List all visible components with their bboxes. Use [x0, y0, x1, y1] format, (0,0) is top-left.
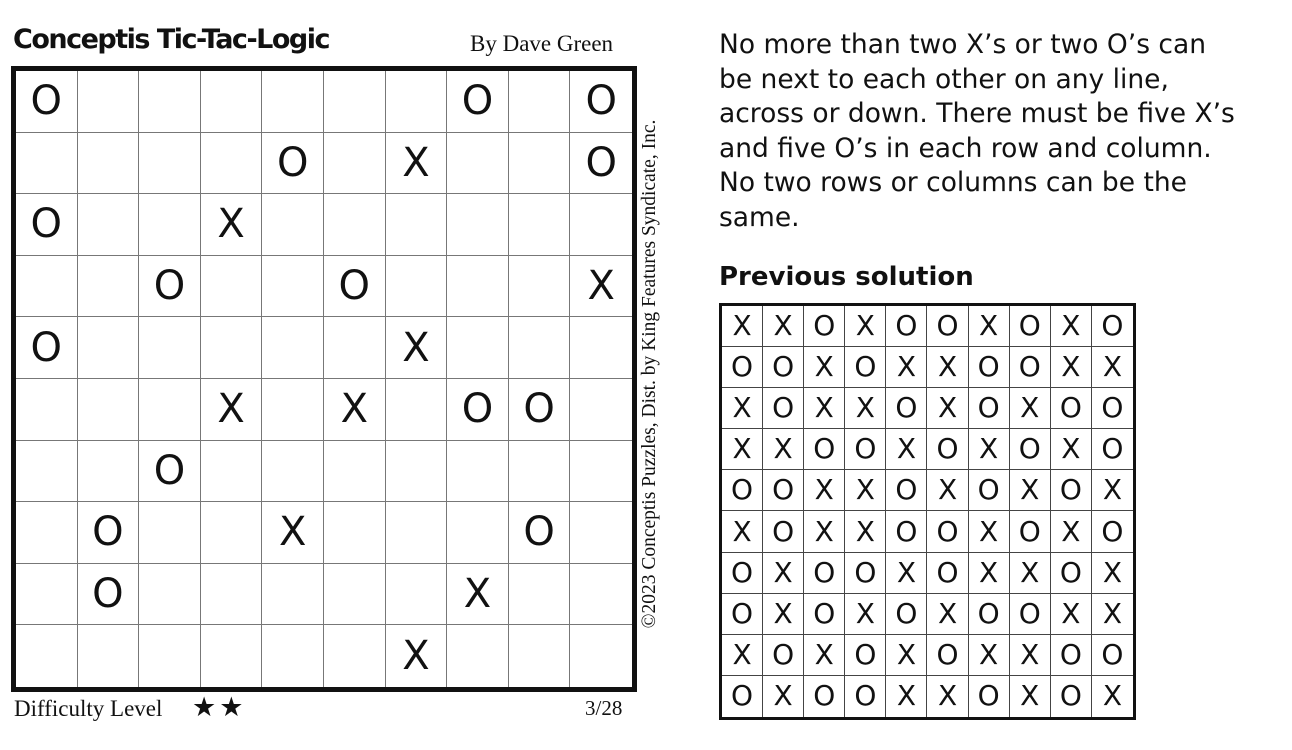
solution-cell: O	[763, 635, 804, 676]
puzzle-cell[interactable]: X	[447, 564, 509, 626]
solution-cell: X	[1010, 635, 1051, 676]
puzzle-cell[interactable]	[386, 564, 448, 626]
solution-cell: O	[722, 676, 763, 717]
solution-cell: X	[1092, 594, 1133, 635]
puzzle-cell[interactable]	[324, 71, 386, 133]
solution-cell: X	[927, 676, 968, 717]
puzzle-cell[interactable]: O	[262, 133, 324, 195]
puzzle-cell[interactable]	[201, 441, 263, 503]
puzzle-cell[interactable]	[139, 379, 201, 441]
puzzle-cell[interactable]	[78, 317, 140, 379]
puzzle-cell[interactable]	[509, 71, 571, 133]
puzzle-cell[interactable]: O	[570, 133, 632, 195]
solution-cell: X	[804, 347, 845, 388]
solution-cell: X	[722, 388, 763, 429]
solution-cell: O	[763, 388, 804, 429]
puzzle-cell[interactable]	[447, 502, 509, 564]
solution-cell: X	[1010, 470, 1051, 511]
solution-cell: O	[804, 676, 845, 717]
solution-cell: O	[969, 676, 1010, 717]
solution-cell: O	[927, 553, 968, 594]
solution-cell: O	[1051, 553, 1092, 594]
solution-cell: X	[1092, 553, 1133, 594]
solution-cell: O	[845, 676, 886, 717]
solution-cell: O	[927, 635, 968, 676]
puzzle-cell[interactable]: O	[509, 379, 571, 441]
solution-cell: X	[722, 429, 763, 470]
puzzle-cell[interactable]: X	[324, 379, 386, 441]
previous-solution-grid	[719, 303, 1136, 720]
puzzle-cell[interactable]	[324, 564, 386, 626]
solution-cell: O	[1051, 388, 1092, 429]
solution-cell: X	[722, 306, 763, 347]
puzzle-cell[interactable]: X	[386, 625, 448, 687]
solution-cell: O	[886, 470, 927, 511]
solution-cell: O	[927, 306, 968, 347]
difficulty-label: Difficulty Level	[14, 696, 163, 721]
puzzle-cell[interactable]: O	[78, 502, 140, 564]
puzzle-cell[interactable]: X	[262, 502, 324, 564]
puzzle-cell[interactable]	[78, 194, 140, 256]
puzzle-cell[interactable]	[16, 379, 78, 441]
puzzle-cell[interactable]	[324, 133, 386, 195]
puzzle-cell[interactable]	[201, 502, 263, 564]
puzzle-cell[interactable]	[262, 625, 324, 687]
puzzle-cell[interactable]: O	[16, 317, 78, 379]
puzzle-cell[interactable]: X	[386, 317, 448, 379]
difficulty-stars-icon: ★★	[192, 692, 247, 723]
solution-cell: O	[1051, 635, 1092, 676]
puzzle-cell[interactable]	[570, 564, 632, 626]
puzzle-cell[interactable]	[447, 625, 509, 687]
solution-cell: O	[845, 635, 886, 676]
puzzle-cell[interactable]	[509, 317, 571, 379]
puzzle-cell[interactable]: O	[509, 502, 571, 564]
solution-cell: X	[969, 553, 1010, 594]
solution-cell: X	[886, 429, 927, 470]
puzzle-cell[interactable]	[16, 256, 78, 318]
puzzle-cell[interactable]	[78, 441, 140, 503]
solution-cell: O	[1051, 470, 1092, 511]
solution-cell: O	[886, 388, 927, 429]
solution-cell: O	[845, 347, 886, 388]
solution-cell: X	[1051, 306, 1092, 347]
puzzle-cell[interactable]	[262, 317, 324, 379]
puzzle-cell[interactable]	[139, 625, 201, 687]
solution-cell: O	[886, 306, 927, 347]
puzzle-cell[interactable]	[447, 133, 509, 195]
puzzle-cell[interactable]	[78, 379, 140, 441]
solution-cell: O	[722, 347, 763, 388]
solution-cell: X	[804, 470, 845, 511]
solution-cell: O	[927, 429, 968, 470]
puzzle-grid	[11, 66, 637, 692]
solution-cell: O	[722, 553, 763, 594]
puzzle-cell[interactable]	[262, 379, 324, 441]
solution-cell: O	[804, 429, 845, 470]
puzzle-cell[interactable]	[262, 256, 324, 318]
puzzle-cell[interactable]	[201, 256, 263, 318]
solution-cell: X	[969, 429, 1010, 470]
solution-cell: X	[1010, 676, 1051, 717]
puzzle-cell[interactable]	[201, 317, 263, 379]
solution-cell: O	[722, 594, 763, 635]
puzzle-cell[interactable]	[78, 133, 140, 195]
puzzle-cell[interactable]	[78, 256, 140, 318]
solution-cell: X	[804, 388, 845, 429]
copyright-notice: ©2023 Conceptis Puzzles, Dist. by King Features Syndicate, Inc.	[639, 119, 660, 629]
solution-cell: X	[969, 306, 1010, 347]
solution-cell: X	[1010, 553, 1051, 594]
puzzle-cell[interactable]	[16, 133, 78, 195]
puzzle-cell[interactable]	[509, 133, 571, 195]
puzzle-cell[interactable]	[201, 133, 263, 195]
puzzle-cell[interactable]	[139, 194, 201, 256]
puzzle-cell[interactable]	[447, 256, 509, 318]
puzzle-cell[interactable]: X	[201, 194, 263, 256]
puzzle-cell[interactable]	[386, 194, 448, 256]
puzzle-cell[interactable]: O	[139, 256, 201, 318]
solution-cell: O	[1010, 306, 1051, 347]
solution-cell: X	[804, 511, 845, 552]
puzzle-cell[interactable]	[324, 194, 386, 256]
solution-cell: X	[927, 594, 968, 635]
puzzle-cell[interactable]	[324, 317, 386, 379]
puzzle-cell[interactable]: O	[16, 71, 78, 133]
solution-cell: O	[763, 347, 804, 388]
solution-cell: X	[763, 306, 804, 347]
solution-cell: X	[969, 511, 1010, 552]
solution-cell: X	[1092, 470, 1133, 511]
puzzle-cell[interactable]	[447, 441, 509, 503]
puzzle-cell[interactable]	[262, 564, 324, 626]
solution-cell: O	[969, 470, 1010, 511]
solution-cell: O	[886, 511, 927, 552]
solution-cell: X	[969, 635, 1010, 676]
puzzle-cell[interactable]	[509, 625, 571, 687]
solution-cell: O	[763, 511, 804, 552]
puzzle-cell[interactable]	[139, 502, 201, 564]
solution-cell: X	[927, 347, 968, 388]
solution-cell: X	[845, 470, 886, 511]
solution-cell: X	[886, 635, 927, 676]
puzzle-cell[interactable]	[201, 71, 263, 133]
puzzle-cell[interactable]	[16, 564, 78, 626]
puzzle-cell[interactable]	[78, 71, 140, 133]
solution-cell: O	[804, 553, 845, 594]
puzzle-date: 3/28	[585, 696, 623, 720]
puzzle-title	[13, 24, 329, 55]
solution-cell: X	[845, 511, 886, 552]
solution-cell: X	[1102, 679, 1123, 713]
solution-cell: X	[886, 553, 927, 594]
puzzle-cell[interactable]: O	[447, 71, 509, 133]
puzzle-cell[interactable]	[16, 441, 78, 503]
solution-cell: X	[722, 635, 763, 676]
solution-cell: X	[763, 594, 804, 635]
solution-cell: X	[763, 676, 804, 717]
puzzle-cell[interactable]	[570, 502, 632, 564]
puzzle-cell[interactable]	[386, 441, 448, 503]
solution-cell: O	[722, 470, 763, 511]
solution-cell: X	[845, 388, 886, 429]
puzzle-title-text: Conceptis Tic-Tac-Logic	[13, 24, 329, 55]
puzzle-cell[interactable]: X	[201, 379, 263, 441]
solution-cell: X	[1051, 511, 1092, 552]
solution-cell: X	[845, 306, 886, 347]
puzzle-cell[interactable]	[324, 441, 386, 503]
puzzle-cell[interactable]	[262, 71, 324, 133]
solution-cell: O	[969, 388, 1010, 429]
puzzle-cell[interactable]	[324, 625, 386, 687]
solution-cell: X	[804, 635, 845, 676]
puzzle-cell[interactable]: O	[570, 71, 632, 133]
solution-cell: O	[804, 306, 845, 347]
solution-cell: O	[845, 553, 886, 594]
puzzle-cell[interactable]	[139, 564, 201, 626]
solution-cell: X	[763, 429, 804, 470]
puzzle-cell[interactable]	[509, 256, 571, 318]
puzzle-cell[interactable]	[570, 625, 632, 687]
puzzle-cell[interactable]	[386, 256, 448, 318]
puzzle-cell[interactable]	[509, 441, 571, 503]
solution-cell: O	[1092, 306, 1133, 347]
solution-cell: X	[1010, 388, 1051, 429]
solution-cell: X	[927, 388, 968, 429]
puzzle-cell[interactable]	[139, 71, 201, 133]
solution-cell: O	[1010, 594, 1051, 635]
solution-cell: O	[1092, 429, 1133, 470]
solution-cell: O	[969, 594, 1010, 635]
solution-cell: X	[1051, 594, 1092, 635]
solution-cell: O	[1010, 511, 1051, 552]
puzzle-cell[interactable]	[139, 317, 201, 379]
puzzle-cell[interactable]	[262, 194, 324, 256]
solution-cell: X	[1051, 429, 1092, 470]
solution-cell: O	[1092, 635, 1133, 676]
solution-cell: O	[1010, 429, 1051, 470]
puzzle-cell[interactable]	[509, 194, 571, 256]
solution-cell: X	[1051, 347, 1092, 388]
byline: By Dave Green	[470, 31, 614, 56]
puzzle-cell[interactable]	[16, 502, 78, 564]
solution-cell: O	[886, 594, 927, 635]
puzzle-cell[interactable]	[201, 625, 263, 687]
puzzle-cell[interactable]: X	[386, 133, 448, 195]
solution-cell: X	[886, 676, 927, 717]
puzzle-cell[interactable]	[386, 502, 448, 564]
puzzle-cell[interactable]	[509, 564, 571, 626]
puzzle-cell[interactable]: O	[78, 564, 140, 626]
puzzle-cell[interactable]	[386, 71, 448, 133]
puzzle-cell[interactable]: O	[139, 441, 201, 503]
puzzle-cell[interactable]: O	[324, 256, 386, 318]
puzzle-cell[interactable]	[201, 564, 263, 626]
solution-cell: O	[845, 429, 886, 470]
puzzle-cell[interactable]	[447, 194, 509, 256]
solution-cell: X	[886, 347, 927, 388]
solution-cell: O	[763, 470, 804, 511]
puzzle-cell[interactable]	[570, 441, 632, 503]
solution-cell: O	[927, 511, 968, 552]
puzzle-cell[interactable]	[16, 625, 78, 687]
puzzle-cell[interactable]	[262, 441, 324, 503]
previous-solution-heading: Previous solution	[719, 262, 974, 292]
puzzle-cell[interactable]	[324, 502, 386, 564]
puzzle-cell[interactable]: X	[570, 256, 632, 318]
solution-cell: O	[804, 594, 845, 635]
puzzle-cell[interactable]: O	[447, 379, 509, 441]
puzzle-cell[interactable]	[570, 317, 632, 379]
solution-cell: X	[763, 553, 804, 594]
puzzle-instructions: No more than two X’s or two O’s can be next to each other on any line, across or down. There must be five X’s and five O’s in each row and column. No two rows or columns can be the same.	[719, 29, 1235, 233]
solution-cell: O	[1010, 347, 1051, 388]
puzzle-cell[interactable]	[78, 625, 140, 687]
puzzle-cell[interactable]	[139, 133, 201, 195]
puzzle-cell[interactable]	[386, 379, 448, 441]
puzzle-cell[interactable]	[447, 317, 509, 379]
puzzle-cell[interactable]: O	[16, 194, 78, 256]
puzzle-cell[interactable]	[570, 379, 632, 441]
solution-cell: O	[1051, 676, 1092, 717]
solution-cell: X	[1092, 347, 1133, 388]
solution-cell: X	[722, 511, 763, 552]
solution-cell: O	[1092, 511, 1133, 552]
solution-cell: O	[969, 347, 1010, 388]
solution-cell: X	[927, 470, 968, 511]
puzzle-cell[interactable]	[570, 194, 632, 256]
solution-cell: X	[845, 594, 886, 635]
solution-cell: O	[1092, 388, 1133, 429]
